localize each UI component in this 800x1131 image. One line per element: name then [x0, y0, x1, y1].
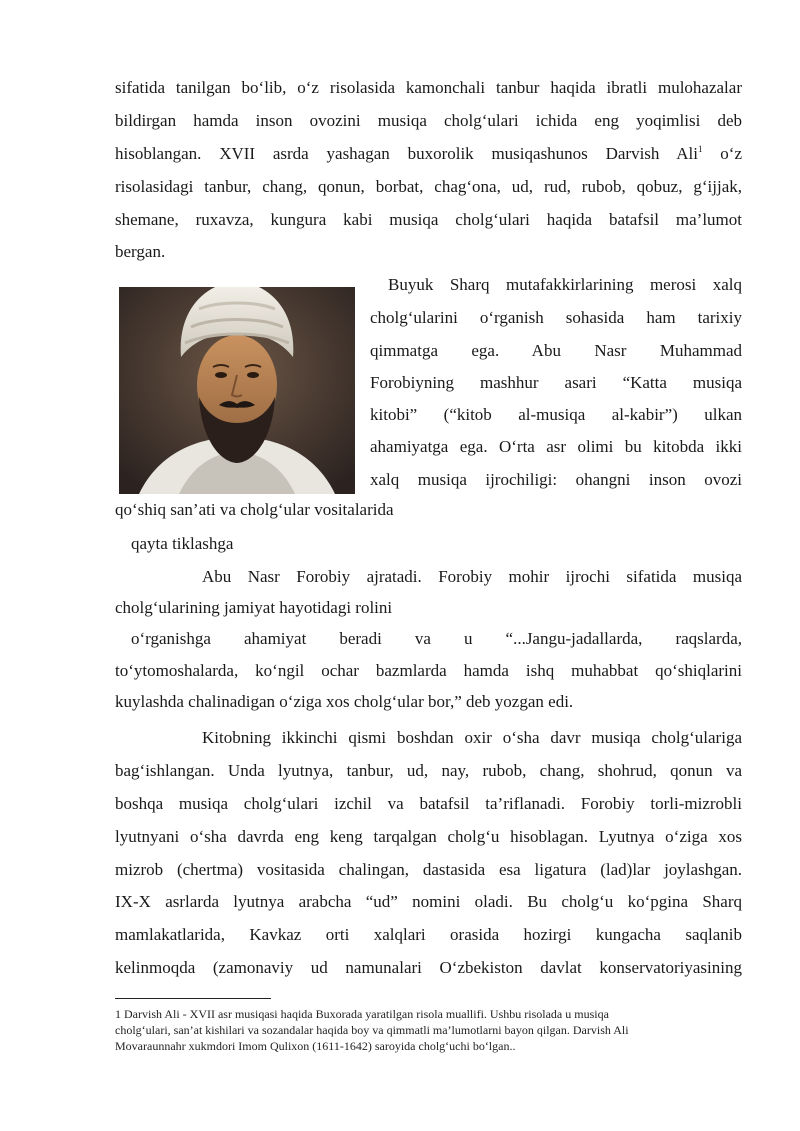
text-line: cholg‘ularining jamiyat hayotidagi rolini [115, 598, 393, 617]
text-line: bag‘ishlangan. Unda lyutnya, tanbur, ud, nay, rubob, chang, shohrud, qonun va [115, 761, 742, 780]
text-line: qo‘shiq san’ati va cholg‘ular vositalarida [115, 500, 394, 519]
text-line: qimmatga ega. Abu Nasr Muhammad [370, 341, 742, 360]
text-line: kelinmoqda (zamonaviy ud namunalari O‘zbekiston davlat konservatoriyasining [115, 958, 742, 977]
text-line: to‘ytomoshalarda, ko‘ngil ochar bazmlarda hamda ishq muhabbat qo‘shiqlarini [115, 661, 742, 680]
text-line [115, 144, 742, 164]
footnote-reference[interactable]: 1 [698, 144, 703, 154]
text-line: Kitobning ikkinchi qismi boshdan oxir o‘sha davr musiqa cholg‘ulariga [202, 728, 742, 747]
text-line: sifatida tanilgan bo‘lib, o‘z risolasida kamonchali tanbur haqida ibratli mulohazalar [115, 78, 742, 97]
text-line: xalq musiqa ijrochiligi: ohangni inson ovozi [370, 470, 742, 489]
footnote-separator [115, 998, 271, 999]
text-line: kuylashda chalinadigan o‘ziga xos cholg‘ular bor,” deb yozgan edi. [115, 692, 574, 711]
footnote-line: cholg‘ulari, san’at kishilari va sozandalar haqida boy va qimmatli ma’lumotlarni bayon qilgan. Darvish Ali [115, 1023, 629, 1037]
text-line: bildirgan hamda inson ovozini musiqa cholg‘ulari ichida eng yoqimlisi deb [115, 111, 742, 130]
text-segment: hisoblangan. XVII asrda yashagan buxorolik musiqashunos Darvish Ali [115, 144, 698, 163]
portrait-illustration [119, 287, 355, 494]
text-line: kitobi” (“kitob al-musiqa al-kabir”) ulkan [370, 405, 742, 424]
text-line: qayta tiklashga [131, 534, 234, 553]
text-line: mizrob (chertma) vositasida chalingan, dastasida esa ligatura (lad)lar joylashgan. [115, 860, 742, 879]
text-line: cholg‘ularini o‘rganish sohasida ham tarixiy [370, 308, 742, 327]
text-line: ahamiyatga ega. O‘rta asr olimi bu kitobda ikki [370, 437, 742, 456]
text-line: lyutnyani o‘sha davrda eng keng tarqalgan cholg‘u hisoblagan. Lyutnya o‘ziga xos [115, 827, 742, 846]
text-line: Buyuk Sharq mutafakkirlarining merosi xalq [388, 275, 742, 294]
footnote-line: 1 Darvish Ali - XVII asr musiqasi haqida Buxorada yaratilgan risola muallifi. Ushbu risolada u musiqa [115, 1007, 609, 1021]
text-line: risolasidagi tanbur, chang, qonun, borbat, chag‘ona, ud, rud, rubob, qobuz, g‘ijjak, [115, 177, 742, 196]
text-line: IX-X asrlarda lyutnya arabcha “ud” nomini oladi. Bu cholg‘u ko‘pgina Sharq [115, 892, 742, 911]
text-line: bergan. [115, 242, 166, 261]
text-line: o‘rganishga ahamiyat beradi va u “...Jangu-jadallarda, raqslarda, [131, 629, 742, 648]
text-line: Abu Nasr Forobiy ajratadi. Forobiy mohir ijrochi sifatida musiqa [202, 567, 742, 586]
text-segment: o‘z [720, 144, 743, 163]
text-line: Forobiyning mashhur asari “Katta musiqa [370, 373, 742, 392]
footnote-line: Movaraunnahr xukmdori Imom Qulixon (1611-1642) saroyida cholg‘uchi bo‘lgan.. [115, 1039, 516, 1053]
text-line: boshqa musiqa cholg‘ulari izchil va batafsil ta’riflanadi. Forobiy torli-mizrobli [115, 794, 742, 813]
portrait-image [119, 287, 355, 494]
text-line: mamlakatlarida, Kavkaz orti xalqlari orasida hozirgi kungacha saqlanib [115, 925, 742, 944]
text-line: shemane, ruxavza, kungura kabi musiqa cholg‘ulari haqida batafsil ma’lumot [115, 210, 742, 229]
